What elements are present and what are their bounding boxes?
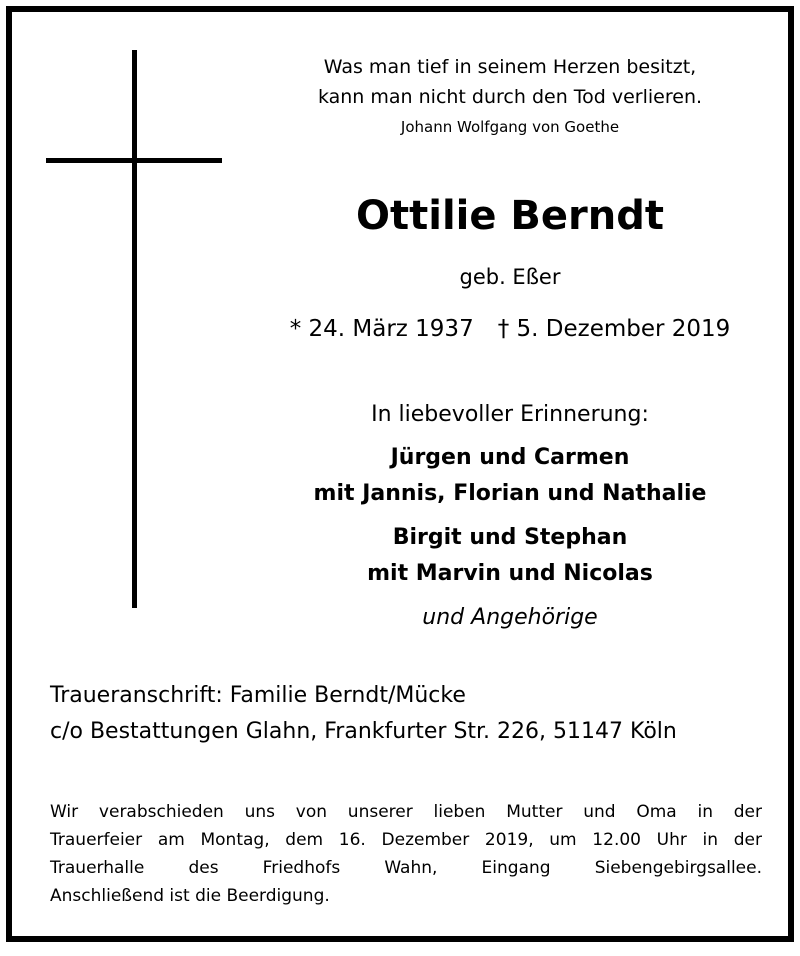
notice-line-2: Trauerfeier am Montag, dem 16. Dezember 2019, um 12.00 Uhr in der [50, 830, 762, 850]
address-line-2: c/o Bestattungen Glahn, Frankfurter Str. 226, 51147 Köln [50, 719, 677, 744]
quote [270, 52, 750, 112]
family-group-2 [270, 520, 750, 592]
memory-intro: In liebevoller Erinnerung: [371, 402, 649, 427]
relatives: und Angehörige [422, 605, 598, 630]
family-1-line-1: Jürgen und Carmen [390, 445, 630, 470]
family-2-line-1: Birgit und Stephan [392, 525, 628, 550]
quote-author: Johann Wolfgang von Goethe [400, 118, 620, 136]
address-line-1: Traueranschrift: Familie Berndt/Mücke [50, 683, 466, 708]
cross-icon-horizontal-bar [46, 158, 222, 163]
birth-date: * 24. März 1937 [289, 316, 474, 342]
mourning-address [50, 678, 770, 750]
notice-line-4: Anschließend ist die Beerdigung. [50, 886, 330, 906]
life-dates [270, 312, 750, 346]
obituary-frame [6, 6, 794, 942]
death-date: † 5. Dezember 2019 [497, 316, 731, 342]
family-2-line-2: mit Marvin und Nicolas [367, 561, 653, 586]
deceased-name: Ottilie Berndt [355, 193, 664, 239]
notice-line-1: Wir verabschieden uns von unserer lieben Mutter und Oma in der [50, 802, 762, 822]
cross-icon-vertical-bar [132, 50, 137, 608]
quote-line-1: Was man tief in seinem Herzen besitzt, [323, 56, 697, 78]
family-group-1 [270, 440, 750, 512]
quote-line-2: kann man nicht durch den Tod verlieren. [317, 86, 703, 108]
family-1-line-2: mit Jannis, Florian und Nathalie [313, 481, 707, 506]
birth-name: geb. Eßer [459, 265, 561, 289]
notice-line-3: Trauerhalle des Friedhofs Wahn, Eingang Siebengebirgsallee. [50, 858, 762, 878]
funeral-notice [50, 798, 762, 910]
